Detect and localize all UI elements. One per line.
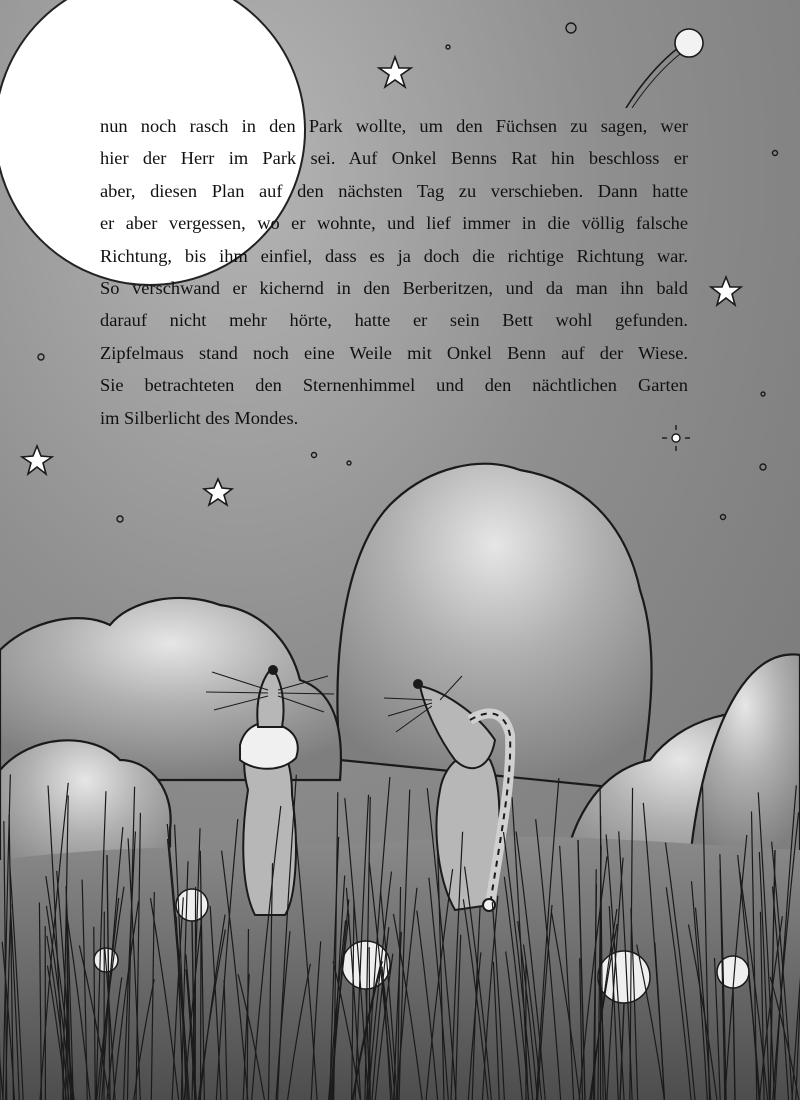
dandelion	[598, 951, 650, 1003]
story-line: Zipfelmaus stand noch eine Weile mit Onkel Benn auf der Wiese.	[100, 342, 688, 363]
dandelion	[176, 889, 208, 921]
story-line: Richtung, bis ihm einfiel, dass es ja doch die richtige Richtung war.	[100, 245, 688, 266]
story-line: im Silberlicht des Mondes.	[100, 407, 299, 428]
story-line: So verschwand er kichernd in den Berberitzen, und da man ihn bald	[100, 278, 688, 299]
story-line: Sie betrachteten den Sternenhimmel und den nächtlichen Garten	[100, 375, 688, 396]
story-line: er aber vergessen, wo er wohnte, und lief immer in die völlig falsche	[100, 213, 688, 234]
story-line: hier der Herr im Park sei. Auf Onkel Benns Rat hin beschloss er	[100, 148, 688, 169]
story-text	[100, 110, 688, 434]
story-line: aber, diesen Plan auf den nächsten Tag zu verschieben. Dann hatte	[100, 180, 688, 201]
story-line: darauf nicht mehr hörte, hatte er sein Bett wohl gefunden.	[100, 310, 688, 331]
story-line: nun noch rasch in den Park wollte, um den Füchsen zu sagen, wer	[100, 116, 688, 136]
